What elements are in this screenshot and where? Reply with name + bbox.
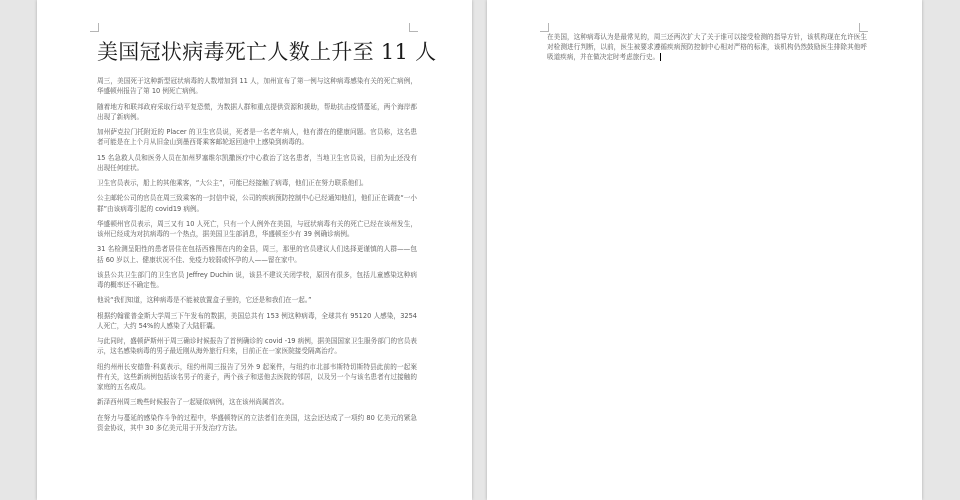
- paragraph[interactable]: 周三，美国死于这种新型冠状病毒的人数增加到 11 人，加州宣布了第一例与这种病毒感染有关的死亡病例，华盛顿州报告了第 10 例死亡病例。: [97, 77, 417, 96]
- document-page-2[interactable]: [487, 0, 922, 500]
- paragraph[interactable]: 纽约州州长安德鲁·科莫表示，纽约州周三报告了另外 9 起案件，与纽约市北部韦斯特切斯特县此前的一起案件有关，这些新病例包括该名男子的妻子，两个孩子和送他去医院的邻居，以及另一个与该名患者有过接触的家庭的五名成员。: [97, 362, 417, 391]
- page-2-content: [547, 32, 867, 68]
- margin-marker-top-left: [90, 23, 99, 32]
- paragraph[interactable]: 根据约翰霍普金斯大学周三下午发布的数据，美国总共有 153 例这种病毒，全球共有 95120 人感染，3254 人死亡，大约 54%的人感染了大陆肝囊。: [97, 311, 417, 330]
- paragraph[interactable]: 15 名急救人员和医务人员在加州罗塞维尔凯撒医疗中心救治了这名患者，当地卫生官员说，目前为止还没有出现任何症状。: [97, 153, 417, 172]
- document-title[interactable]: 美国冠状病毒死亡人数上升至 11 人: [97, 40, 437, 64]
- margin-marker-top-right: [859, 23, 868, 32]
- paragraph[interactable]: 在努力与蔓延的感染作斗争的过程中，华盛顿特区的立法者们在美国，这会还达成了一项约 80 亿美元的紧急资金协议，其中 30 多亿美元用于开发治疗方法。: [97, 413, 417, 432]
- margin-marker-top-left: [540, 23, 549, 32]
- paragraph[interactable]: 31 名检测呈阳性的患者居住在包括西雅图在内的金县，周三，那里的官员建议人们选择更谨慎的人群——包括 60 岁以上、健康状况不佳、免疫力较弱或怀孕的人——留在家中。: [97, 245, 417, 264]
- paragraph[interactable]: 公主邮轮公司的官员在周三致乘客的一封信中说，公司的疾病预防控制中心已经通知他们，他们正在调查“一小群”由该病毒引起的 covid19 病例。: [97, 194, 417, 213]
- paragraph-with-caret[interactable]: [547, 32, 867, 63]
- page-1-content: [97, 32, 437, 438]
- paragraph[interactable]: 卫生官员表示，船上的其他乘客，“大公主”，可能已经接触了病毒，他们正在努力联系他们。: [97, 179, 368, 187]
- paragraph[interactable]: 新泽西州周三晚些时候报告了一起疑似病例，这在该州尚属首次。: [97, 398, 289, 407]
- text-cursor: [660, 53, 661, 61]
- paragraph-text[interactable]: 在美国，这种病毒认为是最常见的，周三还两次扩大了关于谁可以接受检测的指导方针，该机构现在允许医生对检测进行判断，以前，医生被要求遵循疾病预防控制中心相对严格的标准，该机构仍然鼓励医生排除其他呼吸道疾病，并在做决定时考虑旅行史。: [547, 33, 867, 62]
- paragraph[interactable]: 该县公共卫生部门的卫生官员 Jeffrey Duchin 说，该县不建议关闭学校，原因有很多，包括儿童感染这种病毒的概率还不确定性。: [97, 270, 417, 289]
- paragraph[interactable]: 他说“我们知道，这种病毒是不能被放置盒子里的，它还是和我们在一起。”: [97, 296, 312, 305]
- margin-marker-top-right: [409, 23, 418, 32]
- paragraph[interactable]: 与此同时，盛顿萨斯州于周三确诊时候报告了首例确诊的 covid -19 病例，据美国国家卫生服务部门的官员表示，这名感染病毒的男子最近刚从海外旅行归来，目前正在一家医院接受隔离治疗。: [97, 337, 417, 356]
- paragraph[interactable]: 随着地方和联邦政府采取行动平复恐慌，为数据人群和重点提供资源和援助，帮助抗击疫情蔓延，两个海岸都出现了新病例。: [97, 102, 417, 121]
- document-page-1[interactable]: [37, 0, 472, 500]
- paragraph[interactable]: 华盛顿州官员表示，周三又有 10 人死亡，只有一个人例外在美国，与冠状病毒有关的死亡已经在该州发生，该州已经成为对抗病毒的一个热点，据美国卫生部消息，华盛顿至少有 39 例确诊病例。: [97, 219, 417, 238]
- paragraph[interactable]: 加州萨克拉门托附近的 Placer 的卫生官员说，死者是一名老年病人，他有潜在的健康问题。官员称，这名患者可能是在上个月从旧金山到墨西哥乘客邮轮返回途中上感染到病毒的。: [97, 128, 417, 147]
